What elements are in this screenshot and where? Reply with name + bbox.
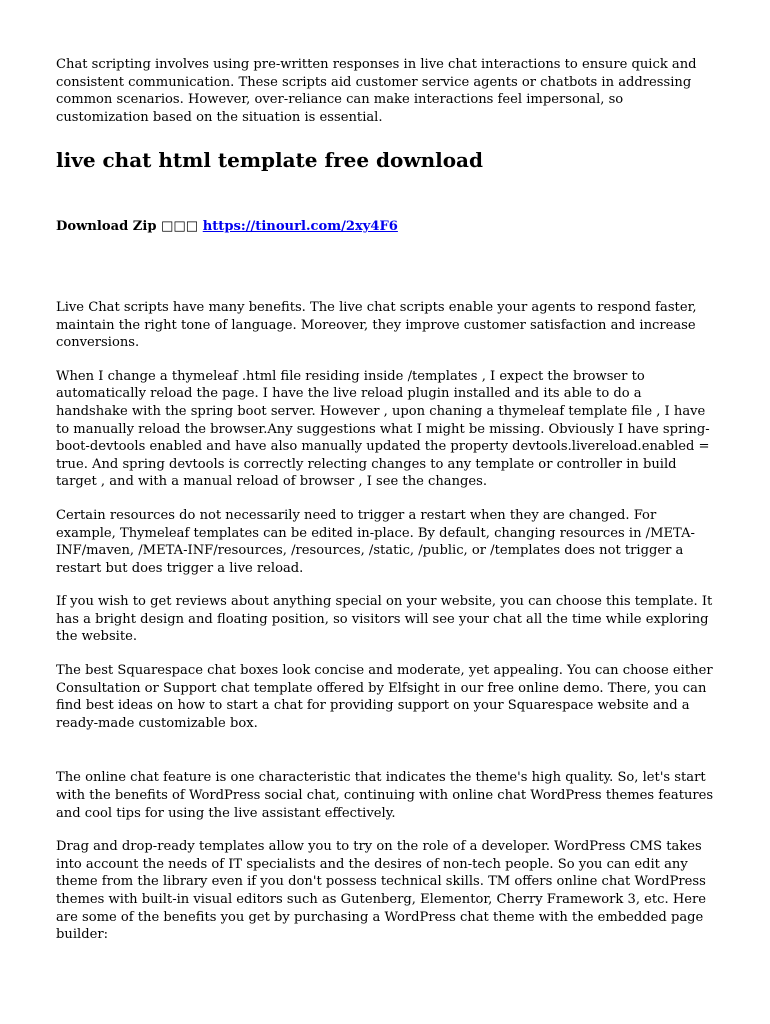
paragraph-thymeleaf-reload: When I change a thymeleaf .html file residing inside /templates , I expect the browser to automatically reload the page. I have the live reload plugin installed and its able to do a handshake with the spring boot server. However , upon chaning a thymeleaf template file , I have to manually reload the browser.Any suggestions what I might be missing. Obviously I have spring-boot-devtools enabled and have also manually updated the property devtools.livereload.enabled = true. And spring devtools is correctly relecting changes to any template or controller in build target , and with a manual reload of browser , I see the changes.	[56, 368, 710, 490]
paragraph-resources-restart: Certain resources do not necessarily need to trigger a restart when they are changed. For example, Thymeleaf templates can be edited in-place. By default, changing resources in /META-INF/maven, /META-INF/resources, /resources, /static, /public, or /templates does not trigger a restart but does trigger a live reload.	[56, 507, 695, 576]
intro-paragraph: Chat scripting involves using pre-written responses in live chat interactions to ensure quick and consistent communication. These scripts aid customer service agents or chatbots in addressing common scenarios. However, over-reliance can make interactions feel impersonal, so customization based on the situation is essential.	[56, 57, 697, 125]
download-line	[56, 218, 714, 236]
paragraph-squarespace: The best Squarespace chat boxes look concise and moderate, yet appealing. You can choose either Consultation or Support chat template offered by Elfsight in our free online demo. There, you can find best ideas on how to start a chat for providing support on your Squarespace website and a ready-made customizable box.	[56, 663, 713, 731]
download-link[interactable]: https://tinourl.com/2xy4F6	[202, 219, 398, 235]
paragraph-online-chat-feature: The online chat feature is one characteristic that indicates the theme's high quality. So, let's start with the benefits of WordPress social chat, continuing with online chat WordPress themes features and cool tips for using the live assistant effectively.	[56, 770, 714, 821]
paragraph-live-chat-benefits: Live Chat scripts have many benefits. The live chat scripts enable your agents to respond faster, maintain the right tone of language. Moreover, they improve customer satisfaction and increase conversions.	[56, 299, 697, 351]
paragraph-reviews-template: If you wish to get reviews about anything special on your website, you can choose this template. It has a bright design and floating position, so visitors will see your chat all the time while exploring the website.	[56, 594, 713, 645]
arrow-glyphs: □□□	[161, 219, 199, 235]
article-body	[56, 299, 714, 944]
download-label: Download Zip	[56, 219, 157, 235]
page-title: live chat html template free download	[56, 148, 483, 173]
paragraph-drag-drop: Drag and drop-ready templates allow you to try on the role of a developer. WordPress CMS takes into account the needs of IT specialists and the desires of non-tech people. So you can edit any theme from the library even if you don't possess technical skills. TM offers online chat WordPress themes with built-in visual editors such as Gutenberg, Elementor, Cherry Framework 3, etc. Here are some of the benefits you get by purchasing a WordPress chat theme with the embedded page builder:	[56, 839, 707, 943]
